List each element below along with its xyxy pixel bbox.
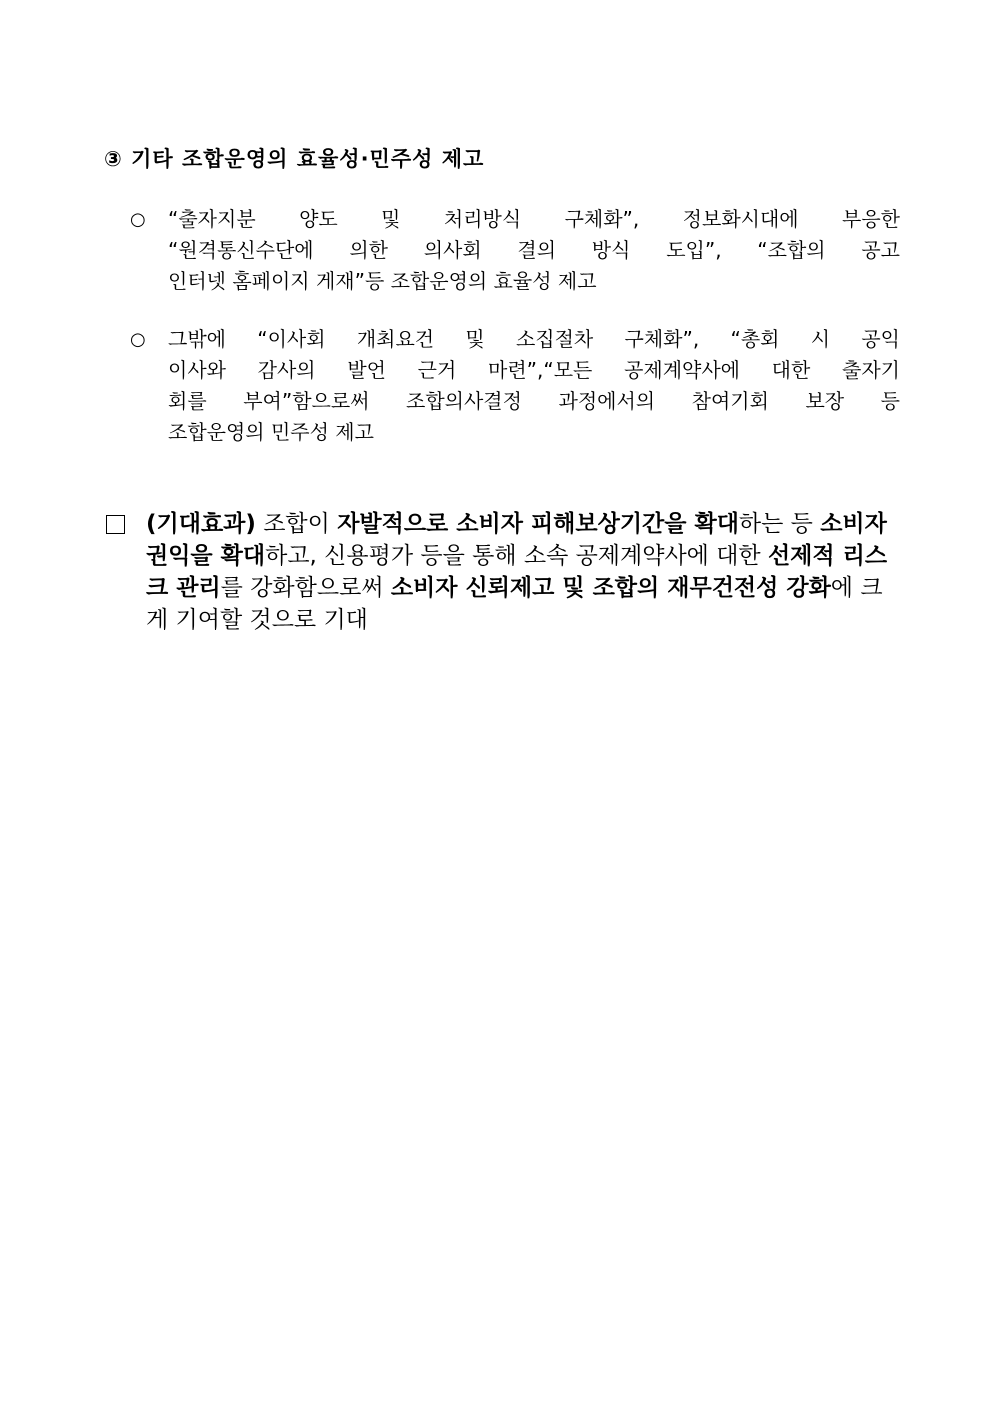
bullet-line: 인터넷 홈페이지 게재”등 조합운영의 효율성 제고 <box>168 269 597 293</box>
effects-segment: 하는 등 <box>738 511 821 537</box>
effects-segment: 를 강화함으로써 <box>220 575 391 601</box>
section-title: 기타 조합운영의 효율성·민주성 제고 <box>131 147 485 171</box>
bullet-line: 그밖에 “이사회 개최요건 및 소집절차 구체화”, “총회 시 공익 <box>168 327 900 351</box>
expected-effects <box>106 508 900 636</box>
bullet-item <box>130 204 900 297</box>
bullet-item <box>130 324 900 448</box>
effects-segment-bold: 선제적 리스크 관리 <box>146 543 888 601</box>
bullet-line: “원격통신수단에 의한 의사회 결의 방식 도입”, “조합의 공고 <box>168 238 900 262</box>
checkbox-square-icon <box>106 515 125 534</box>
bullet-line: 조합운영의 민주성 제고 <box>168 420 374 444</box>
section-number: ③ <box>104 147 123 171</box>
bullet-line: 회를 부여”함으로써 조합의사결정 과정에서의 참여기회 보장 등 <box>168 389 900 413</box>
effects-segment: 조합이 <box>255 511 338 537</box>
effects-segment-bold: 소비자 권익을 확대 <box>146 511 887 569</box>
effects-segment: 하고, 신용평가 등을 통해 소속 공제계약사에 대한 <box>265 543 768 569</box>
bullet-line: 이사와 감사의 발언 근거 마련”,“모든 공제계약사에 대한 출자기 <box>168 358 900 382</box>
bullet-marker: ○ <box>130 209 146 230</box>
bullet-text <box>168 324 900 448</box>
bullet-marker: ○ <box>130 329 146 350</box>
effects-segment: 에 크게 기여할 것으로 기대 <box>146 575 883 633</box>
effects-segment-bold: 자발적으로 소비자 피해보상기간을 확대 <box>337 511 739 537</box>
expected-effects-text <box>146 508 900 636</box>
section-heading <box>104 141 484 177</box>
effects-label: (기대효과) <box>146 511 256 537</box>
bullet-text <box>168 204 900 297</box>
bullet-line: “출자지분 양도 및 처리방식 구체화”, 정보화시대에 부응한 <box>168 207 900 231</box>
effects-segment-bold: 소비자 신뢰제고 및 조합의 재무건전성 강화 <box>390 575 831 601</box>
